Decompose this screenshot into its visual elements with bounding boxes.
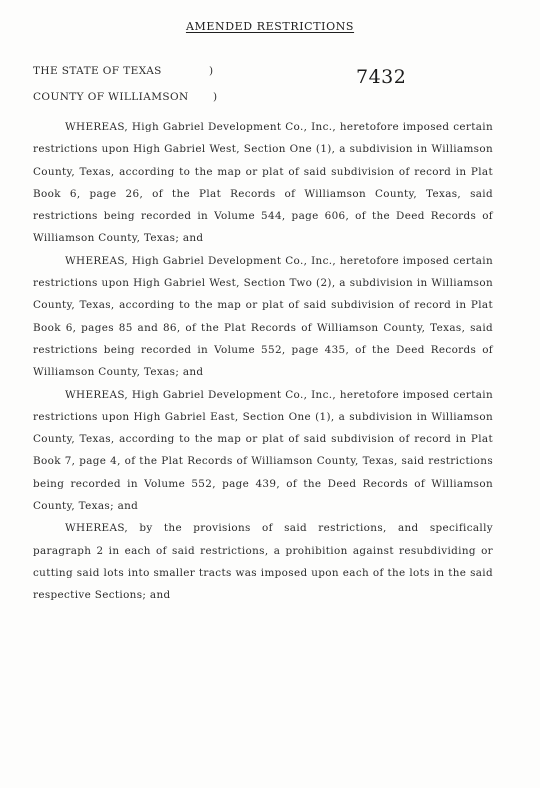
document-title	[0, 20, 540, 33]
caption-bracket-state: )	[209, 65, 214, 77]
whereas-paragraph-3: WHEREAS, High Gabriel Development Co., Inc., heretofore imposed certain restrictions upon High Gabriel East, Section One (1), a subdivision in Williamson County, Texas, according to the map or plat of said subdivision of record in Plat Book 7, page 4, of the Plat Records of Williamson County, Texas, said restrictions being recorded in Volume 552, page 439, of the Deed Records of Williamson County, Texas; and	[33, 388, 493, 513]
document-title-text: AMENDED RESTRICTIONS	[185, 20, 355, 33]
caption-county: COUNTY OF WILLIAMSON	[33, 91, 189, 103]
document-number: 7432	[356, 66, 407, 88]
whereas-paragraph-2: WHEREAS, High Gabriel Development Co., Inc., heretofore imposed certain restrictions upon High Gabriel West, Section Two (2), a subdivision in Williamson County, Texas, according to the map or plat of said subdivision of record in Plat Book 6, pages 85 and 86, of the Plat Records of Williamson County, Texas, said restrictions being recorded in Volume 552, page 435, of the Deed Records of Williamson County, Texas; and	[33, 254, 493, 379]
caption-state: THE STATE OF TEXAS	[33, 65, 162, 77]
whereas-paragraph-1: WHEREAS, High Gabriel Development Co., Inc., heretofore imposed certain restrictions upon High Gabriel West, Section One (1), a subdivision in Williamson County, Texas, according to the map or plat of said subdivision of record in Plat Book 6, page 26, of the Plat Records of Williamson County, Texas, said restrictions being recorded in Volume 544, page 606, of the Deed Records of Williamson County, Texas; and	[33, 121, 493, 245]
caption-bracket-county: )	[213, 91, 218, 103]
document-body	[33, 116, 493, 607]
whereas-paragraph-4: WHEREAS, by the provisions of said restrictions, and specifically paragraph 2 in each of said restrictions, a prohibition against resubdividing or cutting said lots into smaller tracts was imposed upon each of the lots in the said respective Sections; and	[33, 522, 493, 602]
